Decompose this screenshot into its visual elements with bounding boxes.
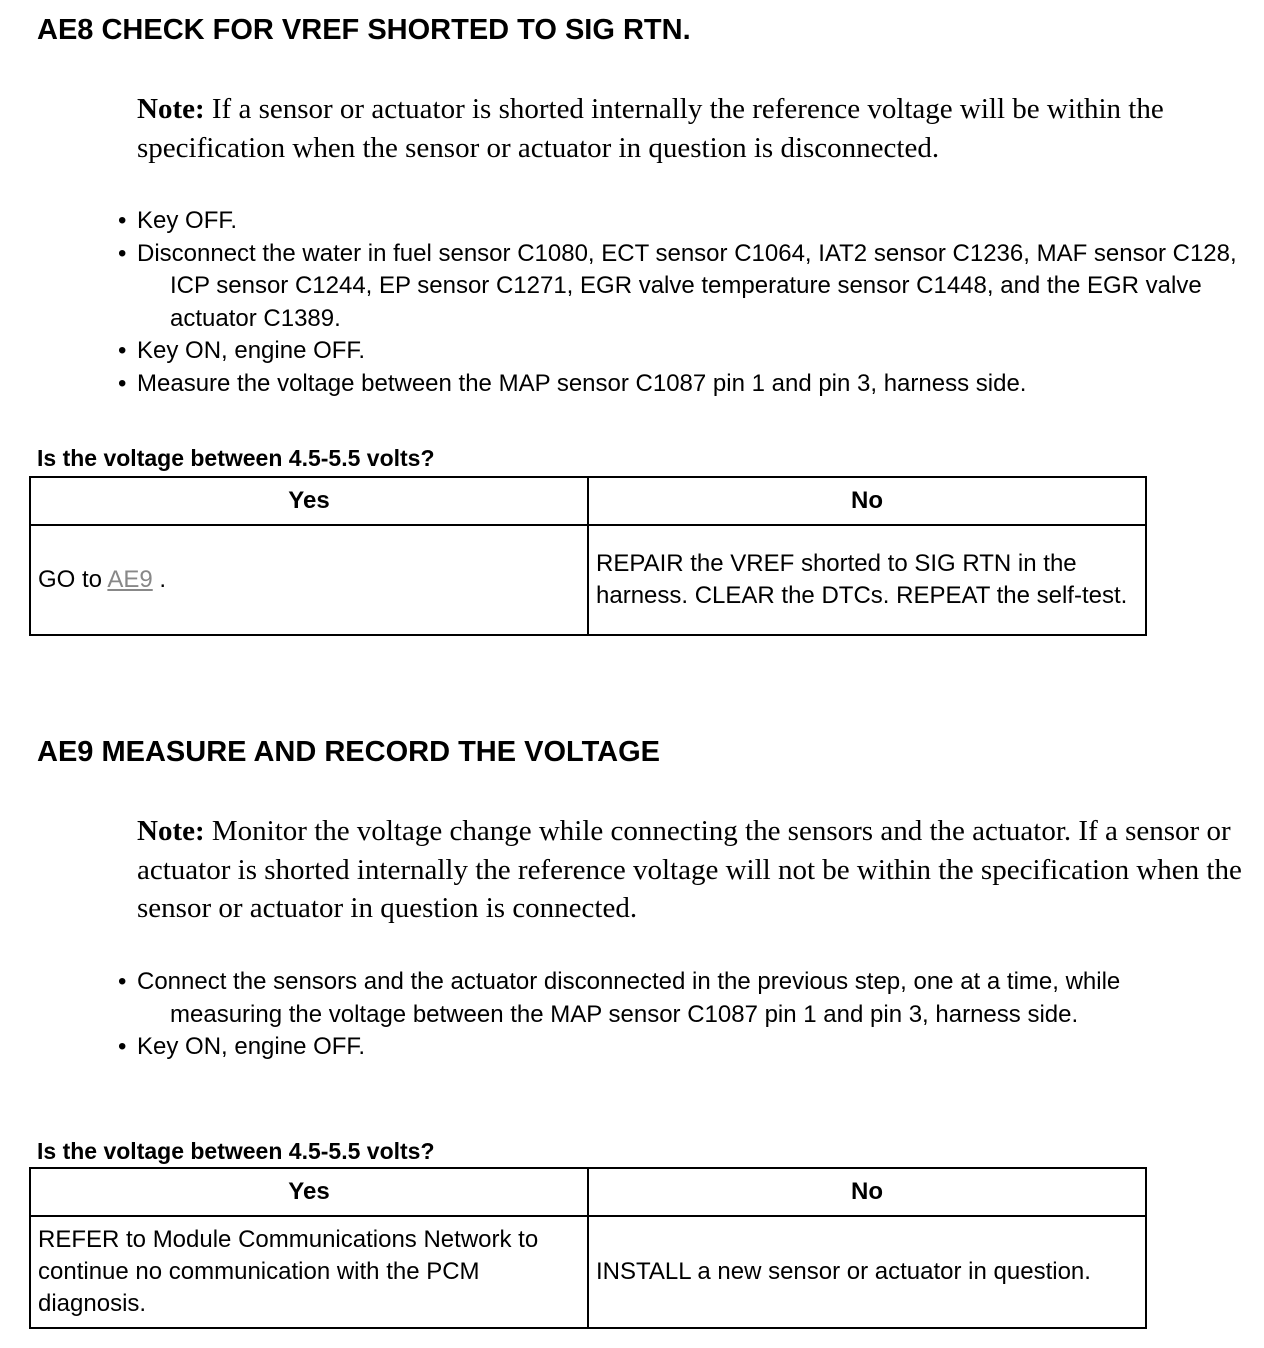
question-ae9: Is the voltage between 4.5-5.5 volts? <box>37 1138 435 1164</box>
note-text: Monitor the voltage change while connecting the sensors and the actuator. If a sensor or actuator is shorted internally the reference voltage will not be within the specification when the sensor or actuator in question is connected. <box>137 815 1242 924</box>
steps-ae9 <box>118 966 1228 1064</box>
question-ae8: Is the voltage between 4.5-5.5 volts? <box>37 445 435 471</box>
steps-ae8 <box>118 205 1238 400</box>
step-item: • Key ON, engine OFF. <box>118 337 366 364</box>
note-text: If a sensor or actuator is shorted internally the reference voltage will be within the specification when the sensor or actuator in question is disconnected. <box>137 93 1164 164</box>
result-table-ae8 <box>29 476 1147 636</box>
no-header: No <box>588 477 1146 525</box>
step-text: Key ON, engine OFF. <box>137 337 366 364</box>
note-label: Note: <box>137 815 205 847</box>
yes-cell: REFER to Module Communications Network to continue no communication with the PCM diagnosis. <box>30 1216 588 1328</box>
section-title-ae8: AE8 CHECK FOR VREF SHORTED TO SIG RTN. <box>37 14 691 46</box>
yes-header: Yes <box>30 477 588 525</box>
yes-text: GO to <box>38 566 108 593</box>
step-item: • Measure the voltage between the MAP sensor C1087 pin 1 and pin 3, harness side. <box>118 369 1027 397</box>
yes-cell <box>30 525 588 635</box>
step-item: • Key ON, engine OFF. <box>118 1033 366 1060</box>
step-text: Connect the sensors and the actuator disconnected in the previous step, one at a time, while measuring the voltage between the MAP sensor C1087 pin 1 and pin 3, harness side. <box>137 968 1121 1028</box>
ae9-link[interactable]: AE9 <box>107 566 153 593</box>
step-text: Key OFF. <box>137 207 238 234</box>
section-title-ae9: AE9 MEASURE AND RECORD THE VOLTAGE <box>37 736 661 768</box>
step-item: • Key OFF. <box>118 207 238 234</box>
step-item: • Disconnect the water in fuel sensor C1080, ECT sensor C1064, IAT2 sensor C1236, MAF sensor C128, ICP sensor C1244, EP sensor C1271, EGR valve temperature sensor C1448, and the EGR valve actuator C1389. <box>118 239 1237 332</box>
result-table-ae9 <box>29 1167 1147 1329</box>
no-cell: REPAIR the VREF shorted to SIG RTN in the harness. CLEAR the DTCs. REPEAT the self-test. <box>588 525 1146 635</box>
no-header: No <box>588 1168 1146 1216</box>
step-text: Key ON, engine OFF. <box>137 1033 366 1060</box>
step-text: Disconnect the water in fuel sensor C1080, ECT sensor C1064, IAT2 sensor C1236, MAF sensor C128, ICP sensor C1244, EP sensor C1271, EGR valve temperature sensor C1448, and the EGR valve actuator C1389. <box>137 239 1237 332</box>
yes-header: Yes <box>30 1168 588 1216</box>
note-ae8 <box>137 90 1257 167</box>
note-ae9 <box>137 812 1247 928</box>
yes-suffix: . <box>152 566 167 593</box>
step-item: • Connect the sensors and the actuator disconnected in the previous step, one at a time, while measuring the voltage between the MAP sensor C1087 pin 1 and pin 3, harness side. <box>118 968 1121 1028</box>
note-label: Note: <box>137 93 205 125</box>
step-text: Measure the voltage between the MAP sensor C1087 pin 1 and pin 3, harness side. <box>137 369 1027 397</box>
no-cell: INSTALL a new sensor or actuator in question. <box>588 1216 1146 1328</box>
